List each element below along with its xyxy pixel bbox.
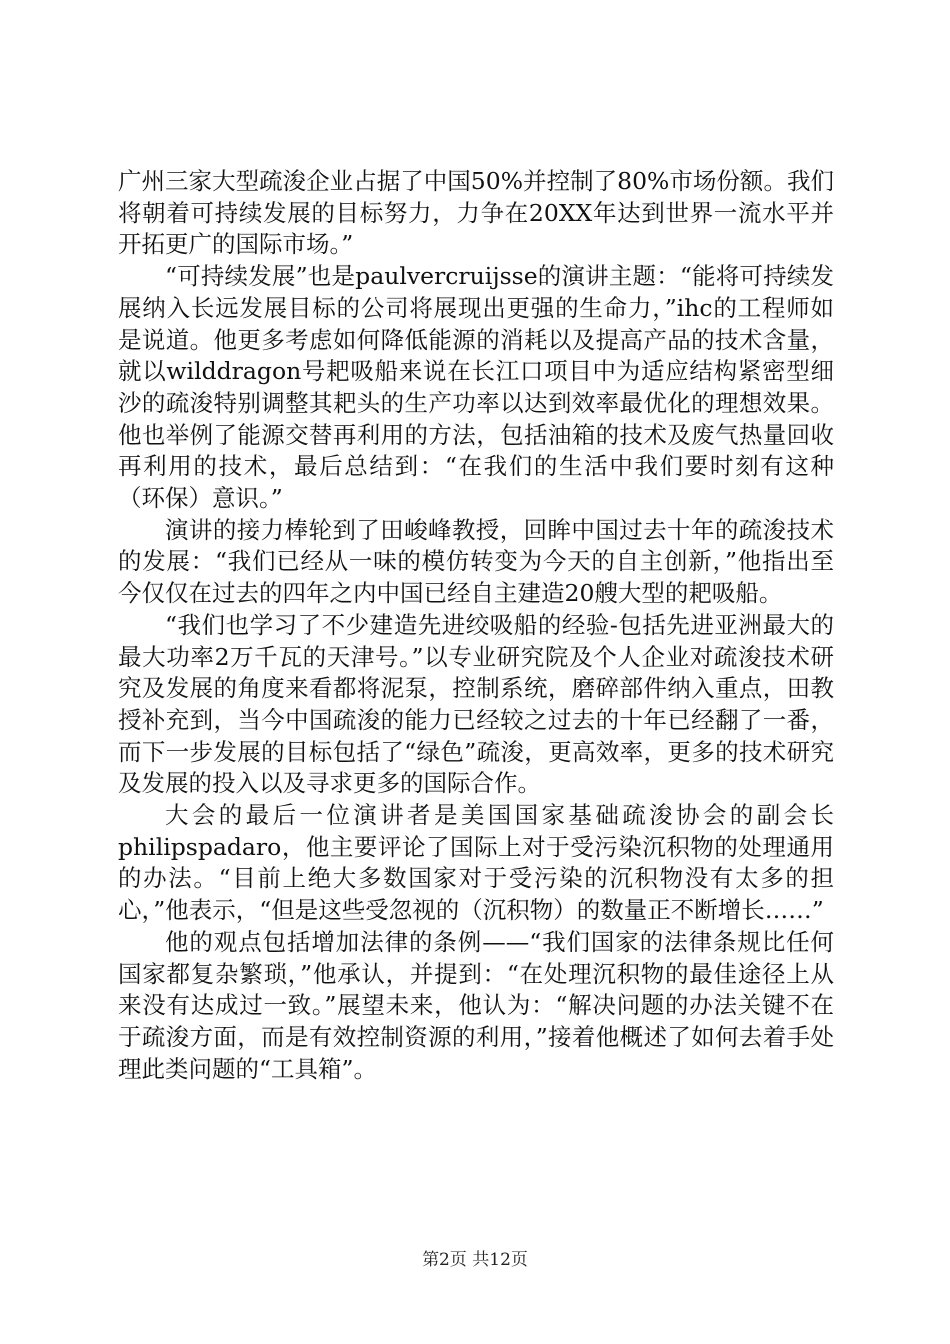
paragraph-2: “可持续发展”也是paulvercruijsse的演讲主题：“能将可持续发展纳入长远发展目标的公司将展现出更强的生命力，”ihc的工程师如是说道。他更多考虑如何降低能源的消耗以及提高产品的技术含量，就以wilddragon号耙吸船来说在长江口项目中为适应结构紧密型细沙的疏浚特别调整其耙头的生产功率以达到效率最优化的理想效果。他也举例了能源交替再利用的方法，包括油箱的技术及废气热量回收再利用的技术，最后总结到：“在我们的生活中我们要时刻有这种（环保）意识。” xyxy=(118,262,834,513)
paragraph-3: 演讲的接力棒轮到了田峻峰教授，回眸中国过去十年的疏浚技术的发展：“我们已经从一味的模仿转变为今天的自主创新，”他指出至今仅仅在过去的四年之内中国已经自主建造20艘大型的耙吸船。 xyxy=(118,515,834,608)
paragraph-4: “我们也学习了不少建造先进绞吸船的经验-包括先进亚洲最大的最大功率2万千瓦的天津号。”以专业研究院及个人企业对疏浚技术研究及发展的角度来看都将泥泵，控制系统，磨碎部件纳入重点，田教授补充到，当今中国疏浚的能力已经较之过去的十年已经翻了一番，而下一步发展的目标包括了“绿色”疏浚，更高效率，更多的技术研究及发展的投入以及寻求更多的国际合作。 xyxy=(118,610,834,798)
paragraph-1: 广州三家大型疏浚企业占据了中国50%并控制了80%市场份额。我们将朝着可持续发展的目标努力，力争在20XX年达到世界一流水平并开拓更广的国际市场。” xyxy=(118,167,834,259)
page-number-footer: 第2页 共12页 xyxy=(422,1250,528,1270)
document-body xyxy=(118,166,834,1085)
paragraph-5: 大会的最后一位演讲者是美国国家基础疏浚协会的副会长philipspadaro，他主要评论了国际上对于受污染沉积物的处理通用的办法。“目前上绝大多数国家对于受污染的沉积物没有太多的担心，”他表示，“但是这些受忽视的（沉积物）的数量正不断增长……” xyxy=(118,801,834,925)
paragraph-6: 他的观点包括增加法律的条例——“我们国家的法律条规比任何国家都复杂繁琐，”他承认，并提到：“在处理沉积物的最佳途径上从来没有达成过一致。”展望未来，他认为：“解决问题的办法关键不在于疏浚方面，而是有效控制资源的利用，”接着他概述了如何去着手处理此类问题的“工具箱”。 xyxy=(118,927,834,1083)
